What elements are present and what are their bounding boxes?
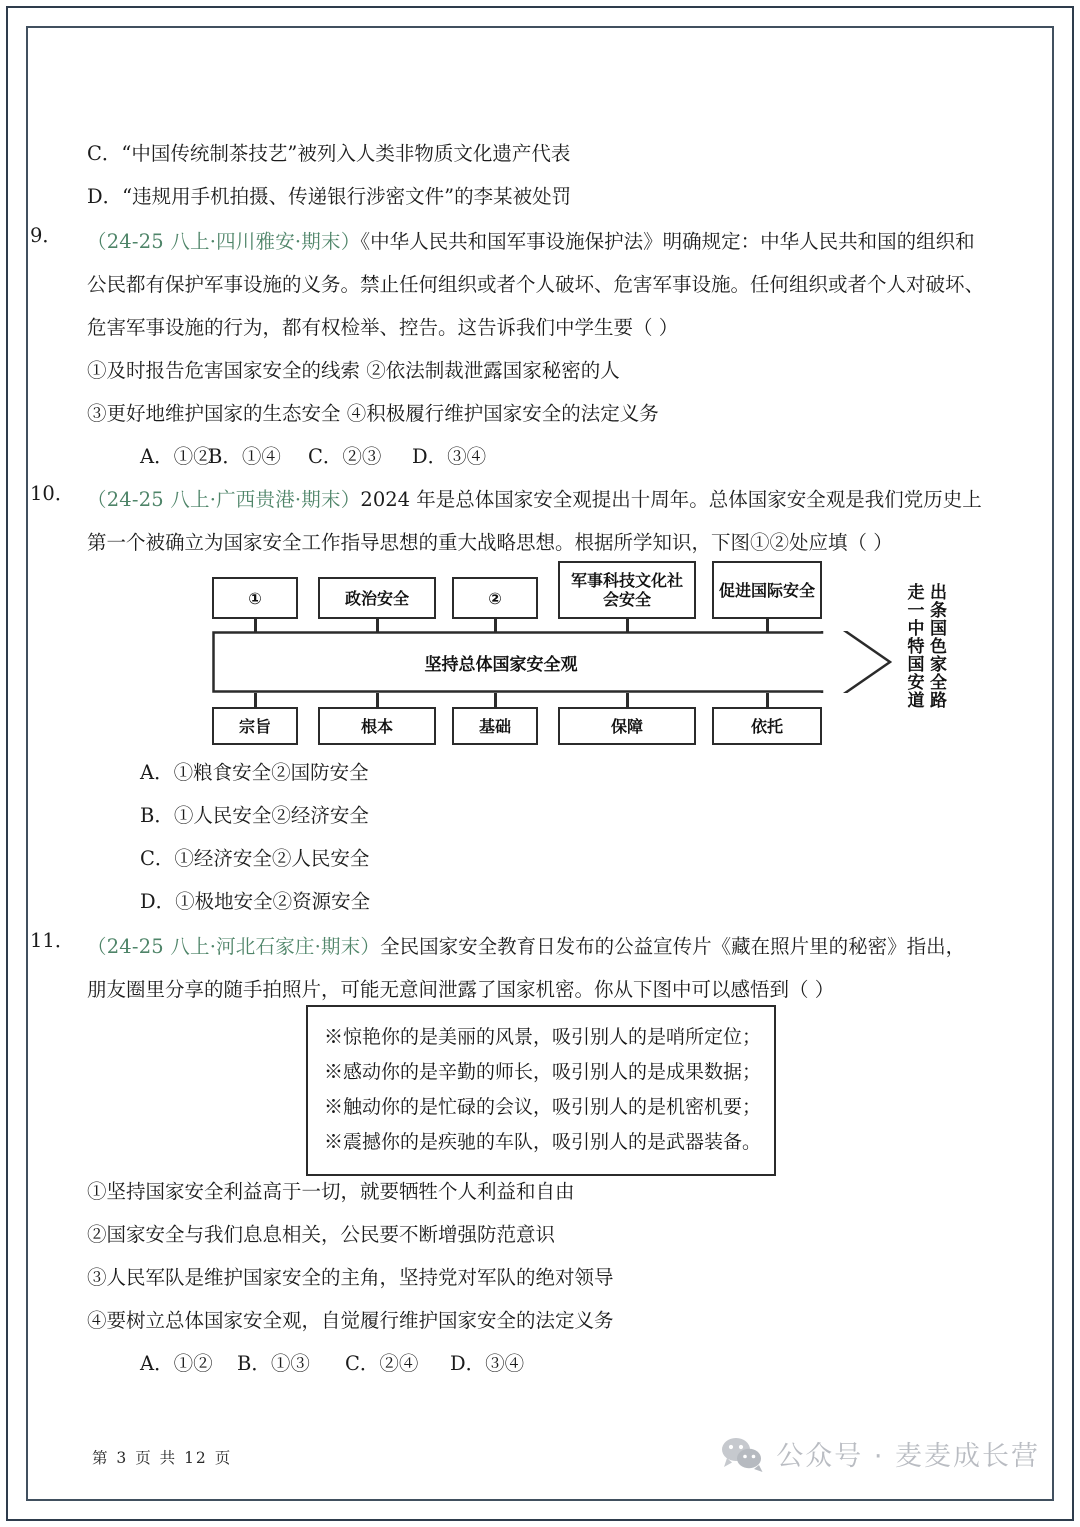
diagram-bottom-box-1: 宗旨: [212, 707, 298, 745]
q10-option-a[interactable]: A．①粮食安全②国防安全: [140, 761, 369, 784]
q11-statements: [30, 1170, 1050, 1385]
q11-quote-line-4: ※震撼你的是疾驰的车队，吸引别人的是武器装备。: [324, 1131, 762, 1153]
q11-stem-line-1: [30, 925, 1050, 968]
watermark-text: 公众号 · 麦麦成长营: [776, 1441, 1040, 1472]
q11-choice-c[interactable]: C．②④: [345, 1352, 419, 1375]
diagram-top-box-4: 军事科技文化社会安全: [558, 561, 696, 619]
q8-option-d-text: D．“违规用手机拍摄、传递银行涉密文件”的李某被处罚: [87, 185, 572, 208]
q8-option-d: [30, 175, 1050, 218]
q10-stem-line-2: 第一个被确立为国家安全工作指导思想的重大战略思想。根据所学知识，下图①②处应填（ ）: [87, 531, 893, 554]
q9-stem-line-2: 公民都有保护军事设施的义务。禁止任何组织或者个人破坏、危害军事设施。任何组织或者个人对破坏、: [87, 273, 985, 296]
q11-choice-a[interactable]: A．①②: [140, 1352, 213, 1375]
q11-stem-text-1: 全民国家安全教育日发布的公益宣传片《藏在照片里的秘密》指出，: [380, 935, 966, 958]
diagram-bottom-stem-5: [766, 693, 769, 707]
diagram-bottom-stem-1: [254, 693, 257, 707]
diagram-bottom-stem-2: [376, 693, 379, 707]
q11-number: 11．: [30, 929, 75, 952]
diagram-arrow-label-col-left: 走一中特国安道: [903, 583, 924, 709]
q9-choice-d[interactable]: D．③④: [412, 445, 487, 468]
q9-source-tag: （24-25 八上·四川雅安·期末）: [87, 230, 361, 253]
question-10: [30, 478, 1050, 564]
page-indicator: 第 3 页 共 12 页: [92, 1449, 233, 1467]
diagram-top-box-2: 政治安全: [318, 577, 436, 619]
diagram-top-box-1: ①: [212, 577, 298, 619]
q9-choice-b[interactable]: B．①④: [208, 445, 281, 468]
q10-option-b[interactable]: B．①人民安全②经济安全: [140, 804, 369, 827]
q11-quote-box: [306, 1005, 776, 1176]
question-11: [30, 925, 1050, 1011]
q11-statement-1: ①坚持国家安全利益高于一切，就要牺牲个人利益和自由: [87, 1180, 575, 1203]
diagram-bottom-stem-3: [494, 693, 497, 707]
q11-stem-line-2: 朋友圈里分享的随手拍照片，可能无意间泄露了国家机密。你从下图中可以感悟到（ ）: [87, 978, 835, 1001]
q10-source-tag: （24-25 八上·广西贵港·期末）: [87, 488, 361, 511]
q11-choices-row: [30, 1342, 1050, 1385]
diagram-bottom-box-4: 保障: [558, 707, 696, 745]
q9-statements-line-2: ③更好地维护国家的生态安全 ④积极履行维护国家安全的法定义务: [87, 402, 659, 425]
q10-options: [30, 751, 1050, 923]
page-footer: [30, 1430, 1050, 1500]
q9-choice-c[interactable]: C．②③: [308, 445, 382, 468]
diagram-top-box-3: ②: [452, 577, 538, 619]
q10-option-d[interactable]: D．①极地安全②资源安全: [140, 890, 371, 913]
q9-stem-line-3: 危害军事设施的行为，都有权检举、控告。这告诉我们中学生要（ ）: [87, 316, 679, 339]
diagram-arrow-label: [885, 583, 947, 748]
q11-quote-line-1: ※惊艳你的是美丽的风景，吸引别人的是哨所定位；: [324, 1026, 762, 1048]
q11-statement-4: ④要树立总体国家安全观，自觉履行维护国家安全的法定义务: [87, 1309, 614, 1332]
diagram-bottom-box-2: 根本: [318, 707, 436, 745]
q11-statement-2: ②国家安全与我们息息相关，公民要不断增强防范意识: [87, 1223, 556, 1246]
q11-source-tag: （24-25 八上·河北石家庄·期末）: [87, 935, 381, 958]
q8-option-c-text: C．“中国传统制茶技艺”被列入人类非物质文化遗产代表: [87, 142, 571, 165]
q10-number: 10．: [30, 482, 75, 505]
q8-option-c: [30, 132, 1050, 175]
q11-choice-b[interactable]: B．①③: [237, 1352, 310, 1375]
q11-quote-line-3: ※触动你的是忙碌的会议，吸引别人的是机密机要；: [324, 1096, 762, 1118]
question-9: [30, 220, 1050, 478]
diagram-bottom-box-5: 依托: [712, 707, 822, 745]
q11-quote-line-2: ※感动你的是辛勤的师长，吸引别人的是成果数据；: [324, 1061, 762, 1083]
watermark: [720, 1434, 1040, 1473]
q10-option-c[interactable]: C．①经济安全②人民安全: [140, 847, 370, 870]
diagram-arrow-label-col-right: 出条国色家全路: [926, 583, 946, 709]
q9-statements-line-1: ①及时报告危害国家安全的线索 ②依法制裁泄露国家秘密的人: [87, 359, 620, 382]
wechat-icon: [720, 1436, 766, 1472]
diagram-top-box-5: 促进国际安全: [712, 561, 822, 619]
q9-stem-text-1: 《中华人民共和国军事设施保护法》明确规定：中华人民共和国的组织和: [360, 230, 975, 253]
diagram-bottom-box-3: 基础: [452, 707, 538, 745]
q9-choices-row: [30, 435, 1050, 478]
q9-number: 9．: [30, 224, 62, 247]
q9-stem-line-1: [30, 220, 1050, 263]
q10-diagram: [180, 555, 946, 755]
q10-stem-line-1: [30, 478, 1050, 521]
diagram-band-label: 坚持总体国家安全观: [424, 654, 578, 675]
q9-choice-a[interactable]: A．①②: [140, 445, 213, 468]
q11-choice-d[interactable]: D．③④: [450, 1352, 525, 1375]
diagram-bottom-stem-4: [626, 693, 629, 707]
exam-page-body: [30, 30, 1050, 1497]
q10-stem-text-1: 2024 年是总体国家安全观提出十周年。总体国家安全观是我们党历史上: [360, 488, 982, 511]
q11-statement-3: ③人民军队是维护国家安全的主角，坚持党对军队的绝对领导: [87, 1266, 614, 1289]
